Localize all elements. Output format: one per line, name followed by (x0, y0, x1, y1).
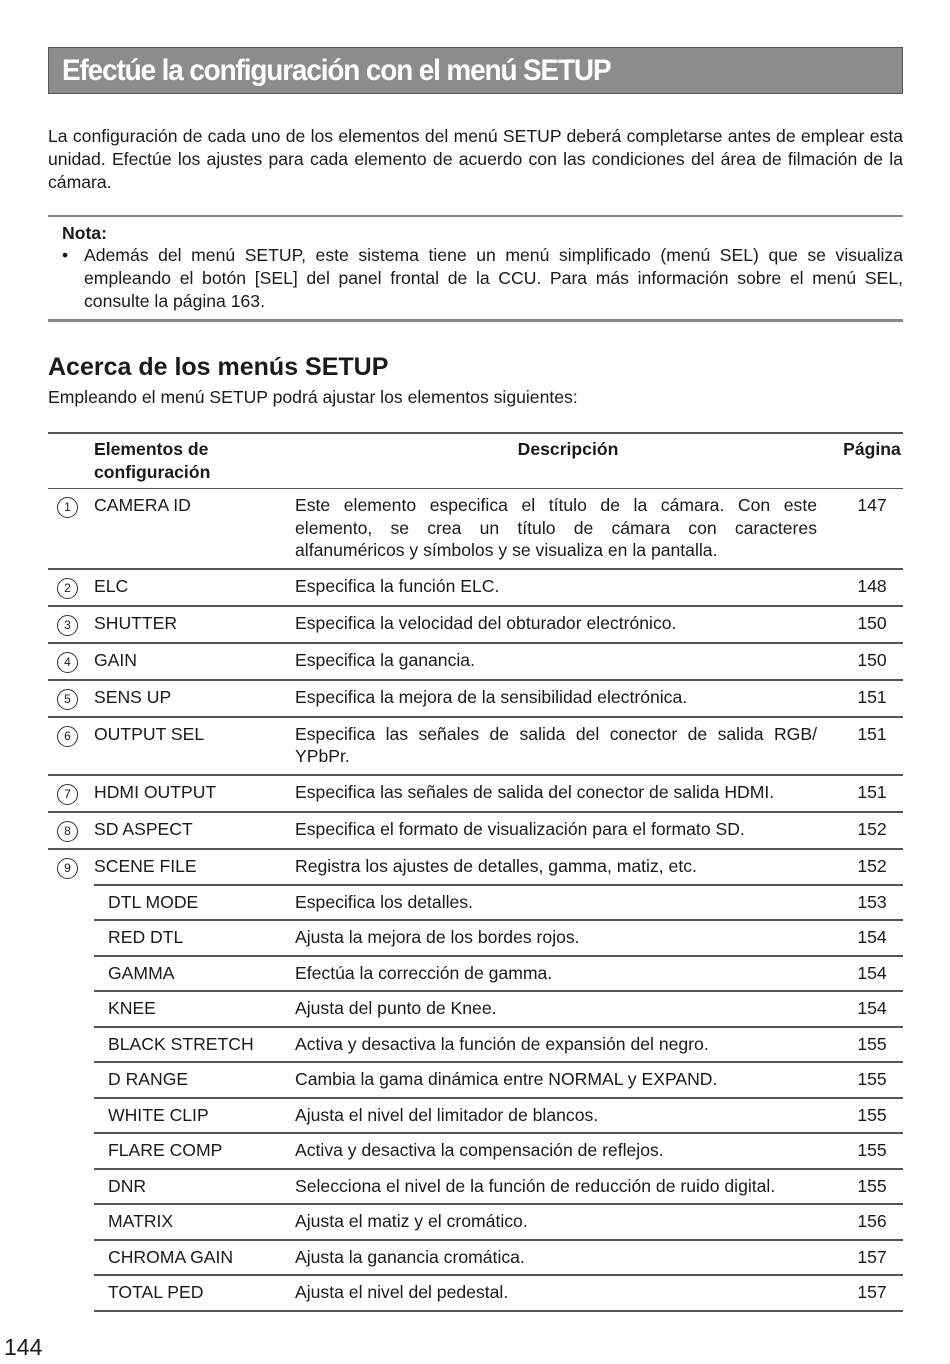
subrow-indent (48, 1133, 94, 1169)
subitem-name: CHROMA GAIN (94, 1240, 295, 1276)
item-description: Especifica el formato de visualización para el formato SD. (295, 818, 745, 839)
subitem-page: 155 (841, 1098, 903, 1134)
subrow-indent (48, 1027, 94, 1063)
item-number-cell (48, 606, 94, 643)
header-description: Descripción (517, 439, 619, 459)
item-name: OUTPUT SEL (94, 723, 205, 744)
subitem-name: GAMMA (94, 956, 295, 992)
item-number-cell (48, 680, 94, 717)
table-row (48, 717, 903, 775)
item-name: ELC (94, 575, 129, 596)
item-number-badge: 2 (57, 578, 78, 599)
item-number-cell (48, 717, 94, 775)
subitem-description: Cambia la gama dinámica entre NORMAL y EXPAND. (295, 1062, 841, 1098)
item-description: Especifica la función ELC. (295, 575, 500, 596)
table-subrow (48, 956, 903, 992)
bullet-icon: • (62, 245, 69, 265)
page-number: 144 (4, 1334, 43, 1360)
item-number-badge: 7 (57, 784, 78, 805)
header-number (48, 433, 94, 489)
subitem-name: DTL MODE (94, 885, 295, 921)
table-subrow (48, 1204, 903, 1240)
subrow-indent (48, 920, 94, 956)
table-subrow (48, 1169, 903, 1205)
subitem-name: DNR (94, 1169, 295, 1205)
note-text: Además del menú SETUP, este sistema tiene un menú simplificado (menú SEL) que se visualiza empleando el botón [SEL] del panel frontal de la CCU. Para más información sobre el menú SEL, consulte la página 163. (84, 245, 903, 311)
subitem-page: 154 (841, 920, 903, 956)
item-description: Especifica las señales de salida del conector de salida HDMI. (295, 781, 775, 802)
item-number-badge: 3 (57, 615, 78, 636)
item-page: 152 (857, 818, 887, 839)
item-name: SCENE FILE (94, 849, 295, 885)
item-number-badge: 4 (57, 652, 78, 673)
item-name: SD ASPECT (94, 818, 193, 839)
item-description: Especifica la mejora de la sensibilidad electrónica. (295, 686, 688, 707)
item-page: 151 (857, 686, 887, 707)
subitem-name: WHITE CLIP (94, 1098, 295, 1134)
note-item (62, 244, 903, 313)
intro-paragraph: La configuración de cada uno de los elementos del menú SETUP deberá completarse antes de emplear esta unidad. Efectúe los ajustes para cada elemento de acuerdo con las condiciones del área de filmación de la cámara. (48, 126, 903, 192)
subitem-description: Ajusta el nivel del pedestal. (295, 1275, 841, 1311)
item-number-badge: 6 (57, 726, 78, 747)
table-row (48, 643, 903, 680)
table-row (48, 606, 903, 643)
item-page: 151 (857, 723, 887, 744)
page-content (48, 47, 903, 1312)
item-description: Especifica la ganancia. (295, 649, 475, 670)
table-subrow (48, 885, 903, 921)
title-bar (48, 47, 903, 94)
item-description: Especifica las señales de salida del conector de salida RGB/ YPbPr. (295, 723, 817, 766)
table-row (48, 680, 903, 717)
item-number-cell (48, 849, 94, 885)
subrow-indent (48, 1204, 94, 1240)
item-name: GAIN (94, 649, 138, 670)
subitem-page: 155 (841, 1027, 903, 1063)
item-number-cell (48, 812, 94, 849)
subitem-name: BLACK STRETCH (94, 1027, 295, 1063)
page-title: Efectúe la configuración con el menú SETUP (62, 53, 611, 87)
subitem-name: MATRIX (94, 1204, 295, 1240)
subitem-name: TOTAL PED (94, 1275, 295, 1311)
table-subrow (48, 1098, 903, 1134)
item-page: 152 (841, 849, 903, 885)
subitem-description: Activa y desactiva la compensación de reflejos. (295, 1133, 841, 1169)
item-number-cell (48, 489, 94, 569)
item-number-cell (48, 643, 94, 680)
table-header-row (48, 433, 903, 489)
subitem-description: Efectúa la corrección de gamma. (295, 956, 841, 992)
subrow-indent (48, 1169, 94, 1205)
item-description: Registra los ajustes de detalles, gamma, matiz, etc. (295, 849, 841, 885)
subitem-page: 155 (841, 1169, 903, 1205)
subitem-page: 155 (841, 1133, 903, 1169)
item-name: SENS UP (94, 686, 172, 707)
subitem-description: Ajusta la mejora de los bordes rojos. (295, 920, 841, 956)
item-name: CAMERA ID (94, 495, 191, 515)
item-number-badge: 5 (57, 689, 78, 710)
subitem-name: KNEE (94, 991, 295, 1027)
table-row (48, 489, 903, 569)
subrow-indent (48, 1098, 94, 1134)
item-page: 151 (857, 781, 887, 802)
table-row (48, 569, 903, 606)
subitem-page: 155 (841, 1062, 903, 1098)
item-number-cell (48, 775, 94, 812)
table-subrow (48, 1275, 903, 1311)
table-subrow (48, 920, 903, 956)
table-subrow (48, 991, 903, 1027)
subitem-page: 153 (841, 885, 903, 921)
item-number-cell (48, 569, 94, 606)
subitem-name: RED DTL (94, 920, 295, 956)
subitem-page: 157 (841, 1275, 903, 1311)
section-heading: Acerca de los menús SETUP (48, 353, 389, 381)
subrow-indent (48, 991, 94, 1027)
table-row-scene-file (48, 849, 903, 885)
item-page: 147 (857, 495, 887, 515)
subitem-description: Ajusta la ganancia cromática. (295, 1240, 841, 1276)
subitem-description: Ajusta el matiz y el cromático. (295, 1204, 841, 1240)
subitem-name: D RANGE (94, 1062, 295, 1098)
note-box (48, 215, 903, 322)
setup-items-table (48, 432, 903, 1312)
table-subrow (48, 1133, 903, 1169)
subitem-description: Especifica los detalles. (295, 885, 841, 921)
subrow-indent (48, 1240, 94, 1276)
header-page: Página (843, 439, 901, 459)
subrow-indent (48, 885, 94, 921)
section-subtext: Empleando el menú SETUP podrá ajustar los elementos siguientes: (48, 387, 578, 407)
item-page: 150 (857, 612, 887, 633)
subitem-name: FLARE COMP (94, 1133, 295, 1169)
table-row (48, 775, 903, 812)
item-number-badge: 8 (57, 821, 78, 842)
subitem-page: 154 (841, 956, 903, 992)
item-page: 148 (857, 575, 887, 596)
table-subrow (48, 1062, 903, 1098)
subrow-indent (48, 1275, 94, 1311)
item-number-badge: 1 (57, 497, 78, 518)
table-body (48, 489, 903, 1311)
item-number-badge: 9 (57, 858, 78, 879)
subitem-page: 156 (841, 1204, 903, 1240)
item-page: 150 (857, 649, 887, 670)
subrow-indent (48, 956, 94, 992)
item-name: HDMI OUTPUT (94, 781, 217, 802)
header-item: Elementos de configuración (94, 439, 211, 482)
table-row (48, 812, 903, 849)
item-description: Este elemento especifica el título de la cámara. Con este elemento, se crea un título de cámara con caracteres alfanuméricos y símbolos y se visualiza en la pantalla. (295, 495, 817, 560)
item-description: Especifica la velocidad del obturador electrónico. (295, 612, 677, 633)
subitem-description: Activa y desactiva la función de expansión del negro. (295, 1027, 841, 1063)
subitem-description: Ajusta el nivel del limitador de blancos. (295, 1098, 841, 1134)
subitem-page: 154 (841, 991, 903, 1027)
note-title: Nota: (62, 223, 107, 243)
table-subrow (48, 1240, 903, 1276)
subitem-description: Selecciona el nivel de la función de reducción de ruido digital. (295, 1169, 841, 1205)
item-name: SHUTTER (94, 612, 178, 633)
subitem-page: 157 (841, 1240, 903, 1276)
subrow-indent (48, 1062, 94, 1098)
subitem-description: Ajusta del punto de Knee. (295, 991, 841, 1027)
table-subrow (48, 1027, 903, 1063)
